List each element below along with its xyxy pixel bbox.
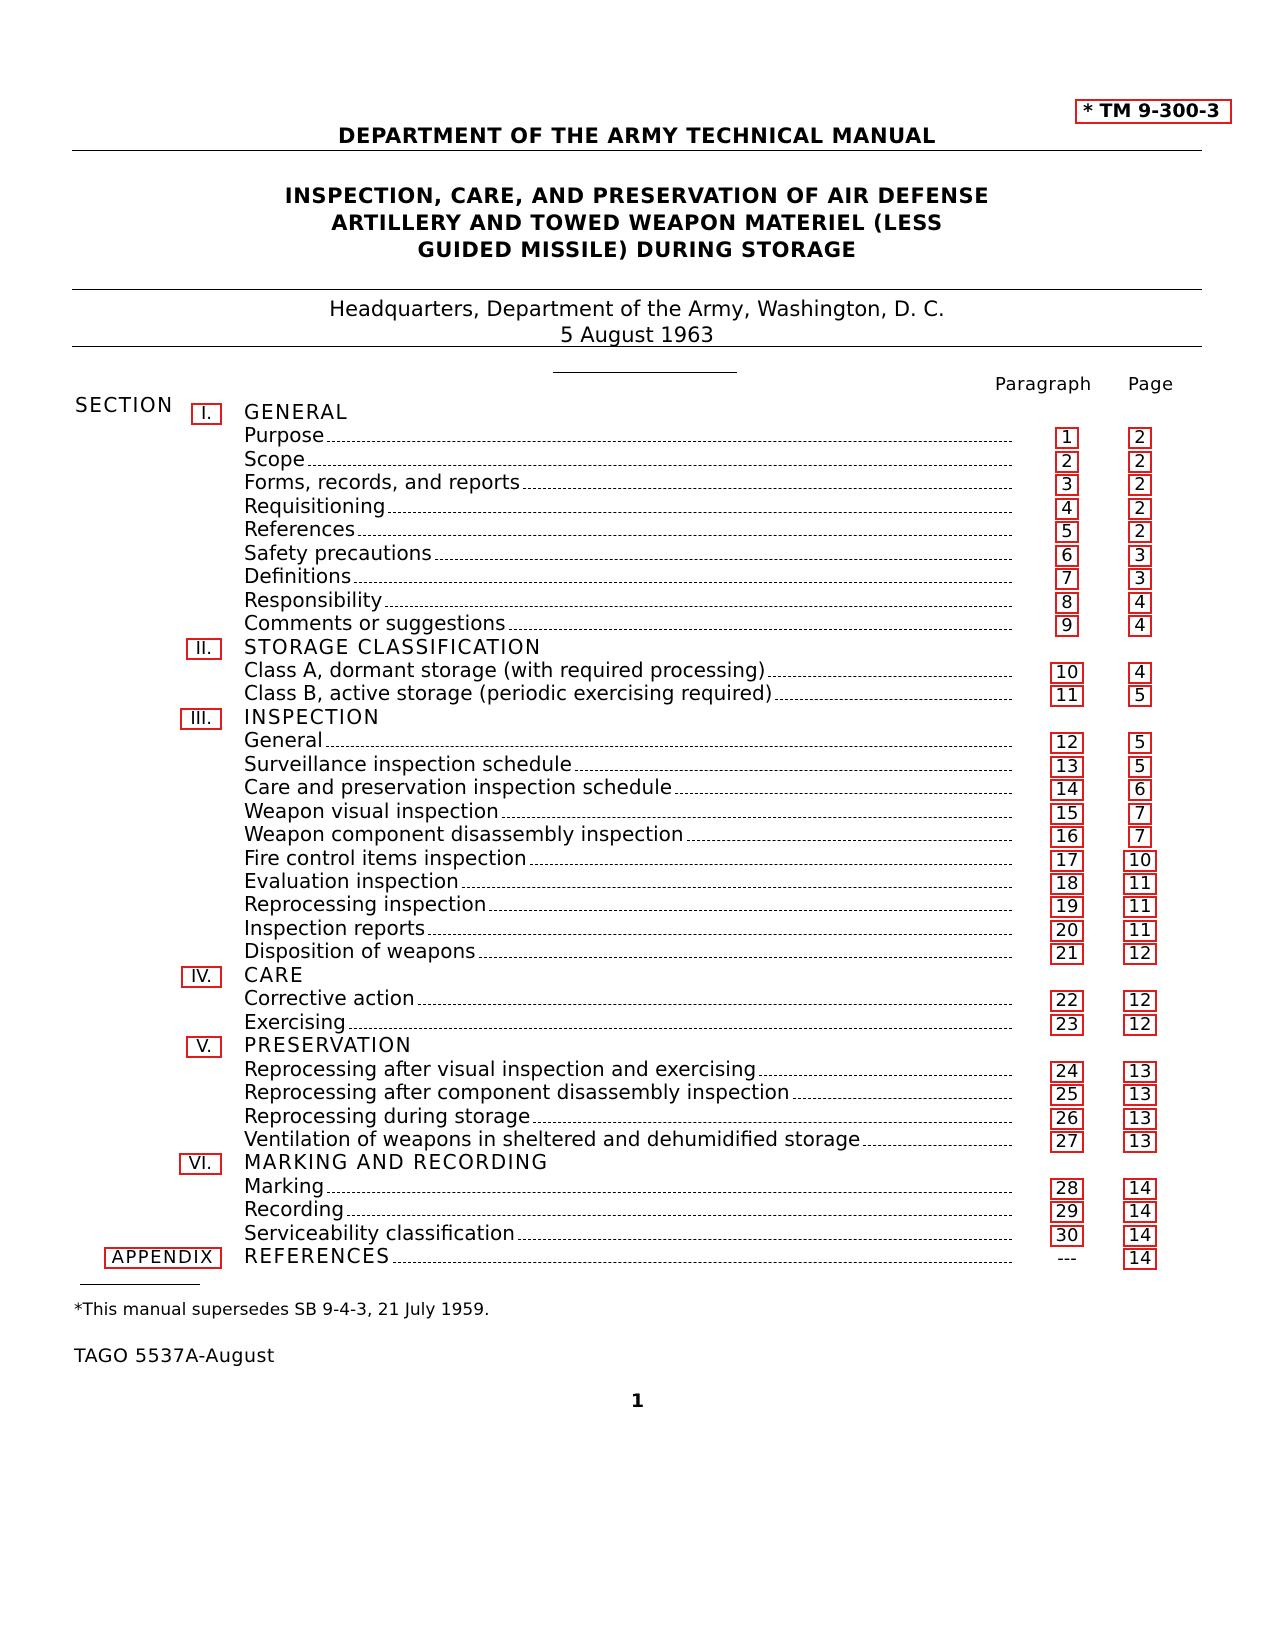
headquarters-line: Headquarters, Department of the Army, Washington, D. C. [329, 297, 945, 321]
page-number-ref: 14 [1123, 1178, 1157, 1200]
divider [72, 289, 1202, 290]
paragraph-number: 29 [1050, 1201, 1084, 1223]
toc-entry [244, 986, 1012, 1010]
section-title: CARE [244, 962, 305, 987]
toc-entry [244, 681, 1012, 705]
dot-leader [393, 1262, 1012, 1263]
entry-title: Purpose [244, 423, 325, 448]
toc-entry [244, 517, 1012, 541]
toc-entry [244, 658, 1012, 682]
toc-entry [244, 611, 1012, 635]
page-number-ref: 4 [1128, 662, 1152, 684]
page-number-ref: 4 [1128, 615, 1152, 637]
paragraph-number: 22 [1050, 990, 1084, 1012]
paragraph-number: 19 [1050, 896, 1084, 918]
dot-leader [327, 441, 1012, 442]
toc-entry [244, 846, 1012, 870]
paragraph-number: 26 [1050, 1108, 1084, 1130]
dot-leader [759, 1075, 1012, 1076]
entry-title: Serviceability classification [244, 1220, 515, 1245]
toc-entry [244, 564, 1012, 588]
dot-leader [793, 1098, 1012, 1099]
toc-entry [244, 775, 1012, 799]
page-number: 1 [630, 1390, 645, 1412]
paragraph-number: 11 [1050, 685, 1084, 707]
entry-title: Weapon visual inspection [244, 798, 499, 823]
page-number-ref: 5 [1128, 685, 1152, 707]
page-number-ref: 14 [1123, 1225, 1157, 1247]
entry-title: Fire control items inspection [244, 845, 527, 870]
entry-title: References [244, 517, 356, 542]
appendix-entry [244, 1244, 1012, 1268]
paragraph-number: 27 [1050, 1131, 1084, 1153]
manual-title [72, 183, 1202, 264]
footnote: *This manual supersedes SB 9-4-3, 21 July 1959. [74, 1300, 490, 1320]
page-number-ref: 3 [1128, 545, 1152, 567]
paragraph-number: 28 [1050, 1178, 1084, 1200]
entry-title: Exercising [244, 1009, 346, 1034]
toc-entry [244, 728, 1012, 752]
paragraph-number: 20 [1050, 920, 1084, 942]
page-number-ref: 7 [1128, 826, 1152, 848]
entry-title: Responsibility [244, 587, 383, 612]
title-line: GUIDED MISSILE) DURING STORAGE [417, 238, 857, 262]
paragraph-number: 8 [1055, 592, 1079, 614]
section-title: GENERAL [244, 400, 349, 424]
toc-entry [244, 588, 1012, 612]
section-numeral: VI. [179, 1153, 222, 1175]
entry-title: Reprocessing inspection [244, 892, 487, 917]
entry-title: Definitions [244, 564, 352, 589]
page-number-ref: 11 [1123, 896, 1157, 918]
paragraph-number: 30 [1050, 1225, 1084, 1247]
section-numeral: II. [186, 638, 222, 660]
section-title: PRESERVATION [244, 1033, 413, 1058]
page-number-ref: 14 [1123, 1201, 1157, 1223]
page-number-ref: 13 [1123, 1108, 1157, 1130]
toc-entry [244, 1104, 1012, 1128]
section-title: MARKING AND RECORDING [244, 1150, 549, 1175]
paragraph-number: 21 [1050, 943, 1084, 965]
short-rule [553, 372, 737, 373]
section-heading [244, 963, 1012, 987]
title-line: ARTILLERY AND TOWED WEAPON MATERIEL (LESS [331, 211, 943, 235]
paragraph-number: 12 [1050, 732, 1084, 754]
toc-entry [244, 1174, 1012, 1198]
section-numeral: III. [180, 708, 222, 730]
appendix-title: REFERENCES [244, 1244, 391, 1269]
appendix-label: APPENDIX [104, 1247, 222, 1269]
toc-entry [244, 494, 1012, 518]
page-number-ref: 12 [1123, 990, 1157, 1012]
page-number-ref: 3 [1128, 568, 1152, 590]
dot-leader [385, 606, 1012, 607]
entry-title: Safety precautions [244, 540, 432, 565]
tago-number: TAGO 5537A-August [74, 1345, 275, 1367]
page-column-header: Page [1128, 374, 1174, 395]
page-number-ref: 10 [1123, 850, 1157, 872]
paragraph-number: 10 [1050, 662, 1084, 684]
toc-entry [244, 939, 1012, 963]
dot-leader [308, 465, 1012, 466]
entry-title: Forms, records, and reports [244, 470, 521, 495]
toc-entry [244, 892, 1012, 916]
footnote-rule [80, 1284, 200, 1285]
toc-entry [244, 822, 1012, 846]
entry-title: General [244, 728, 323, 753]
paragraph-number: 17 [1050, 850, 1084, 872]
paragraph-number: 23 [1050, 1014, 1084, 1036]
paragraph-number: 9 [1055, 615, 1079, 637]
dot-leader [687, 840, 1012, 841]
dot-leader [489, 910, 1012, 911]
page-number-ref: 6 [1128, 779, 1152, 801]
paragraph-number: 24 [1050, 1061, 1084, 1083]
entry-title: Evaluation inspection [244, 869, 459, 893]
dot-leader [575, 770, 1012, 771]
dot-leader [326, 746, 1012, 747]
page-number-ref: 13 [1123, 1084, 1157, 1106]
page-number-ref: 5 [1128, 756, 1152, 778]
entry-title: Inspection reports [244, 915, 426, 940]
dot-leader [509, 629, 1012, 630]
paragraph-number: 18 [1050, 873, 1084, 895]
headquarters-block [72, 296, 1202, 348]
entry-title: Corrective action [244, 986, 415, 1011]
document-id: * TM 9-300-3 [1075, 99, 1232, 124]
entry-title: Marking [244, 1173, 325, 1198]
paragraph-number: 15 [1050, 803, 1084, 825]
dot-leader [462, 887, 1012, 888]
page-number-ref: 12 [1123, 1014, 1157, 1036]
page-number-ref: 14 [1123, 1248, 1157, 1270]
section-heading [244, 1150, 1012, 1174]
page-number-ref: 7 [1128, 803, 1152, 825]
paragraph-number: 4 [1055, 498, 1079, 520]
section-title: INSPECTION [244, 704, 381, 729]
section-label: SECTION [75, 393, 174, 417]
paragraph-number: 14 [1050, 779, 1084, 801]
dot-leader [418, 1004, 1012, 1005]
dot-leader [675, 793, 1012, 794]
toc-entry [244, 1127, 1012, 1151]
section-heading [244, 1033, 1012, 1057]
entry-title: Care and preservation inspection schedule [244, 775, 673, 800]
paragraph-number: 2 [1055, 451, 1079, 473]
dot-leader [523, 488, 1012, 489]
dot-leader [502, 817, 1012, 818]
paragraph-number: 5 [1055, 521, 1079, 543]
entry-title: Comments or suggestions [244, 611, 506, 636]
dot-leader [768, 676, 1012, 677]
toc-entry [244, 1057, 1012, 1081]
page-number-ref: 5 [1128, 732, 1152, 754]
paragraph-number: 3 [1055, 474, 1079, 496]
page-number-ref: 2 [1128, 427, 1152, 449]
paragraph-number: 7 [1055, 568, 1079, 590]
dot-leader [388, 512, 1012, 513]
paragraph-number: 6 [1055, 545, 1079, 567]
section-heading [244, 705, 1012, 729]
dot-leader [530, 864, 1012, 865]
page-number-ref: 11 [1123, 873, 1157, 895]
dot-leader [863, 1145, 1012, 1146]
toc-entry [244, 470, 1012, 494]
department-title: DEPARTMENT OF THE ARMY TECHNICAL MANUAL [338, 124, 936, 148]
page-number-ref: 4 [1128, 592, 1152, 614]
entry-title: Recording [244, 1197, 345, 1222]
section-heading [244, 400, 1012, 424]
section-heading [244, 635, 1012, 659]
issue-date: 5 August 1963 [560, 323, 714, 347]
paragraph-number: --- [1057, 1248, 1077, 1270]
toc-entry [244, 423, 1012, 447]
section-numeral: I. [191, 403, 222, 425]
toc-entry [244, 1221, 1012, 1245]
toc-entry [244, 1197, 1012, 1221]
dot-leader [428, 934, 1012, 935]
paragraph-number: 16 [1050, 826, 1084, 848]
divider [72, 346, 1202, 347]
paragraph-number: 25 [1050, 1084, 1084, 1106]
section-title: STORAGE CLASSIFICATION [244, 634, 542, 659]
dot-leader [775, 699, 1012, 700]
section-numeral: V. [186, 1036, 222, 1058]
entry-title: Ventilation of weapons in sheltered and dehumidified storage [244, 1126, 861, 1151]
divider [72, 150, 1202, 151]
dot-leader [354, 582, 1012, 583]
dot-leader [518, 1239, 1012, 1240]
page-number-ref: 13 [1123, 1061, 1157, 1083]
entry-title: Reprocessing after component disassembly inspection [244, 1080, 790, 1105]
toc-entry [244, 869, 1012, 893]
entry-title: Scope [244, 446, 305, 471]
page-number-ref: 2 [1128, 521, 1152, 543]
dot-leader [533, 1122, 1012, 1123]
entry-title: Class A, dormant storage (with required processing) [244, 657, 766, 682]
entry-title: Reprocessing after visual inspection and exercising [244, 1056, 757, 1081]
entry-title: Weapon component disassembly inspection [244, 822, 684, 847]
title-line: INSPECTION, CARE, AND PRESERVATION OF AIR DEFENSE [284, 184, 990, 208]
page-number-ref: 12 [1123, 943, 1157, 965]
dot-leader [435, 559, 1012, 560]
paragraph-number: 13 [1050, 756, 1084, 778]
toc-entry [244, 752, 1012, 776]
entry-title: Class B, active storage (periodic exercising required) [244, 681, 773, 706]
page-number-ref: 11 [1123, 920, 1157, 942]
paragraph-column-header: Paragraph [995, 374, 1092, 395]
toc-entry [244, 799, 1012, 823]
dot-leader [347, 1215, 1012, 1216]
page-number-ref: 13 [1123, 1131, 1157, 1153]
page-number-ref: 2 [1128, 451, 1152, 473]
toc-entry [244, 1080, 1012, 1104]
dot-leader [358, 535, 1012, 536]
section-numeral: IV. [181, 966, 222, 988]
toc-entry [244, 447, 1012, 471]
page-number-ref: 2 [1128, 498, 1152, 520]
dot-leader [479, 957, 1012, 958]
page-number-ref: 2 [1128, 474, 1152, 496]
dot-leader [327, 1192, 1012, 1193]
dot-leader [349, 1028, 1012, 1029]
entry-title: Reprocessing during storage [244, 1103, 531, 1128]
entry-title: Disposition of weapons [244, 939, 476, 964]
toc-entry [244, 1010, 1012, 1034]
entry-title: Requisitioning [244, 493, 386, 518]
toc-entry [244, 541, 1012, 565]
entry-title: Surveillance inspection schedule [244, 751, 572, 776]
toc-entry [244, 916, 1012, 940]
paragraph-number: 1 [1055, 427, 1079, 449]
